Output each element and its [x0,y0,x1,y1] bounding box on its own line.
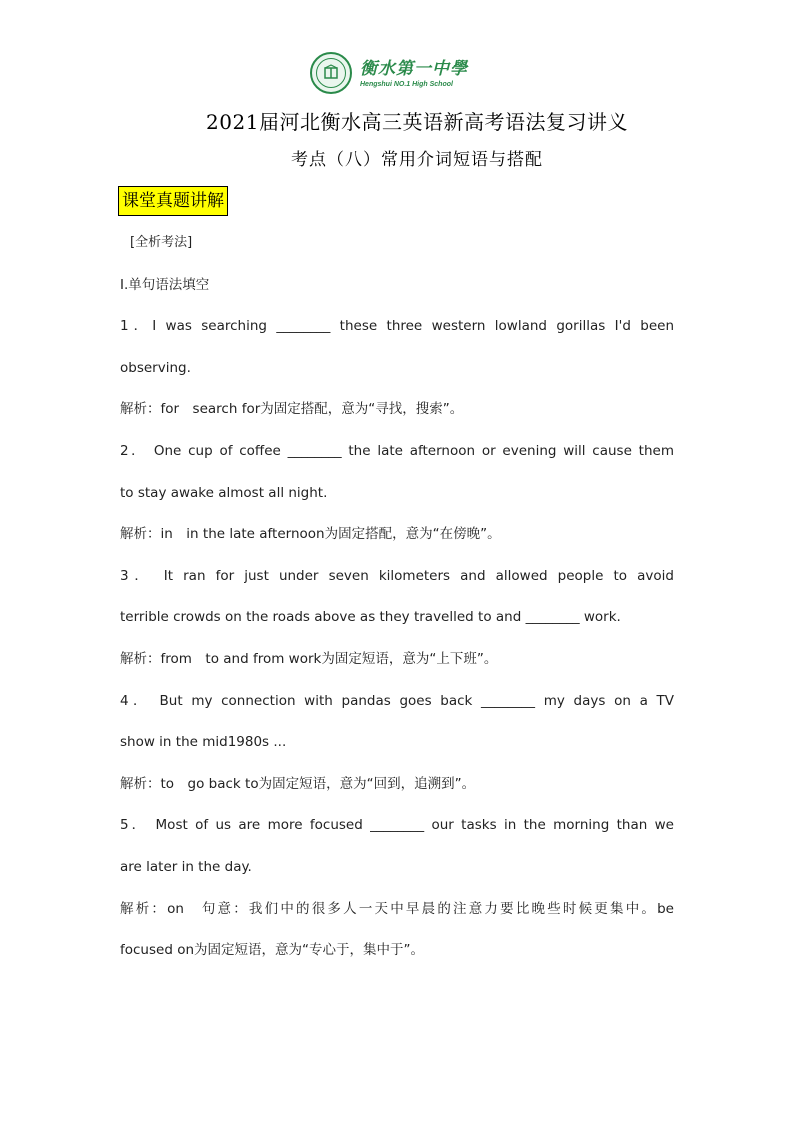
answer-2: 解析：in in the late afternoon为固定搭配，意为“在傍晚”。 [120,526,501,543]
question-4-line-2: show in the mid1980s ... [120,734,287,751]
question-5-line-2: are later in the day. [120,858,252,875]
question-2-line-1: 2． One cup of coffee ________ the late afternoon or evening will cause them [120,442,674,459]
question-1-line-1: 1．I was searching ________ these three western lowland gorillas I'd been [120,318,674,335]
document-title: 2021届河北衡水高三英语新高考语法复习讲义 [206,110,628,134]
question-3-line-2: terrible crowds on the roads above as they travelled to and ________ work. [120,609,621,626]
answer-3: 解析：from to and from work为固定短语，意为“上下班”。 [120,650,498,667]
answer-5-line-1: 解析：on 句意：我们中的很多人一天中早晨的注意力要比晚些时候更集中。be [120,900,674,917]
analysis-label: [全析考法] [130,235,193,250]
answer-1: 解析：for search for为固定搭配，意为“寻找，搜索”。 [120,401,464,418]
question-5-line-1: 5． Most of us are more focused ________ our tasks in the morning than we [120,817,674,834]
answer-4: 解析：to go back to为固定短语，意为“回到，追溯到”。 [120,775,476,792]
school-name-cn: 衡水第一中學 [360,58,468,79]
section-heading: Ⅰ.单句语法填空 [120,276,210,293]
question-1-line-2: observing. [120,359,191,376]
question-3-line-1: 3． It ran for just under seven kilometers and allowed people to avoid [120,567,674,584]
school-name-en: Hengshui NO.1 High School [360,80,453,88]
section-highlight-label: 课堂真题讲解 [118,186,228,216]
question-4-line-1: 4． But my connection with pandas goes back ________ my days on a TV [120,692,674,709]
question-2-line-2: to stay awake almost all night. [120,484,328,501]
document-subtitle: 考点（八）常用介词短语与搭配 [291,150,543,170]
document-body [120,230,674,979]
school-logo [310,52,468,94]
school-emblem-icon [310,52,352,94]
answer-5-line-2: focused on为固定短语，意为“专心于，集中于”。 [120,942,424,959]
